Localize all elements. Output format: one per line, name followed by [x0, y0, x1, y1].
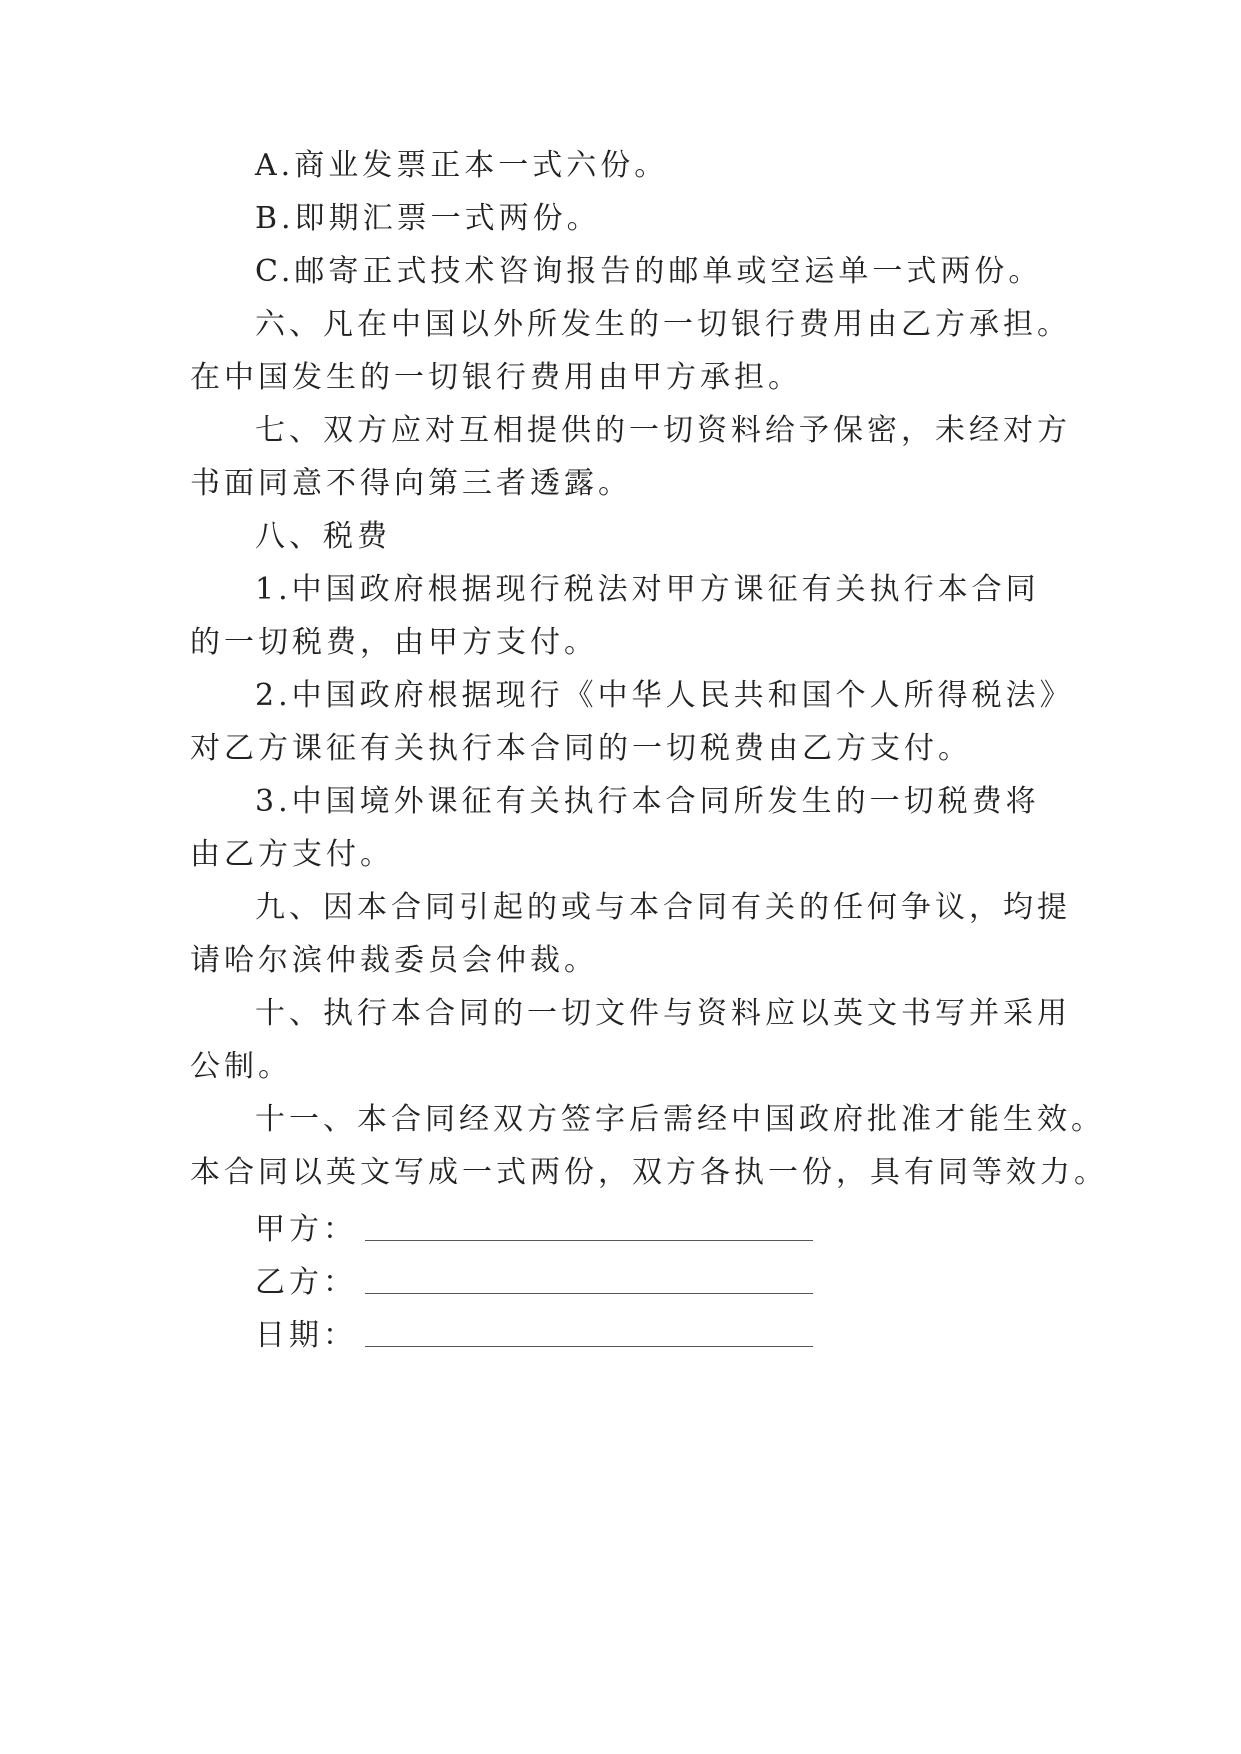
- signature-blank-line: [365, 1212, 813, 1241]
- paragraph-line: 九、因本合同引起的或与本合同有关的任何争议，均提: [255, 890, 1071, 925]
- section-heading: 八、税费: [255, 519, 391, 554]
- paragraph-line: 十一、本合同经双方签字后需经中国政府批准才能生效。: [255, 1102, 1105, 1137]
- paragraph-line: 2.中国政府根据现行《中华人民共和国个人所得税法》: [255, 678, 1074, 713]
- signature-date: [255, 1312, 813, 1352]
- signature-blank-line: [365, 1318, 813, 1347]
- signature-label: 日期：: [255, 1318, 357, 1353]
- paragraph-line: 书面同意不得向第三者透露。: [190, 466, 632, 501]
- signature-blank-line: [365, 1265, 813, 1294]
- paragraph-line: 本合同以英文写成一式两份，双方各执一份，具有同等效力。: [190, 1155, 1108, 1190]
- paragraph-line: B.即期汇票一式两份。: [255, 201, 601, 236]
- paragraph-line: 在中国发生的一切银行费用由甲方承担。: [190, 360, 802, 395]
- paragraph-line: A.商业发票正本一式六份。: [255, 148, 669, 183]
- paragraph-line: 六、凡在中国以外所发生的一切银行费用由乙方承担。: [255, 307, 1071, 342]
- paragraph-line: 七、双方应对互相提供的一切资料给予保密，未经对方: [255, 413, 1071, 448]
- paragraph-line: 由乙方支付。: [190, 837, 394, 872]
- signature-label: 乙方：: [255, 1265, 357, 1300]
- paragraph-line: 请哈尔滨仲裁委员会仲裁。: [190, 943, 598, 978]
- paragraph-line: 十、执行本合同的一切文件与资料应以英文书写并采用: [255, 996, 1071, 1031]
- paragraph-line: 公制。: [190, 1049, 292, 1084]
- paragraph-line: 3.中国境外课征有关执行本合同所发生的一切税费将: [255, 784, 1040, 819]
- signature-party-a: [255, 1206, 813, 1246]
- paragraph-line: 1.中国政府根据现行税法对甲方课征有关执行本合同: [255, 572, 1040, 607]
- signature-label: 甲方：: [255, 1212, 357, 1247]
- paragraph-line: 对乙方课征有关执行本合同的一切税费由乙方支付。: [190, 731, 972, 766]
- signature-party-b: [255, 1259, 813, 1299]
- paragraph-line: C.邮寄正式技术咨询报告的邮单或空运单一式两份。: [255, 254, 1043, 289]
- paragraph-line: 的一切税费，由甲方支付。: [190, 625, 598, 660]
